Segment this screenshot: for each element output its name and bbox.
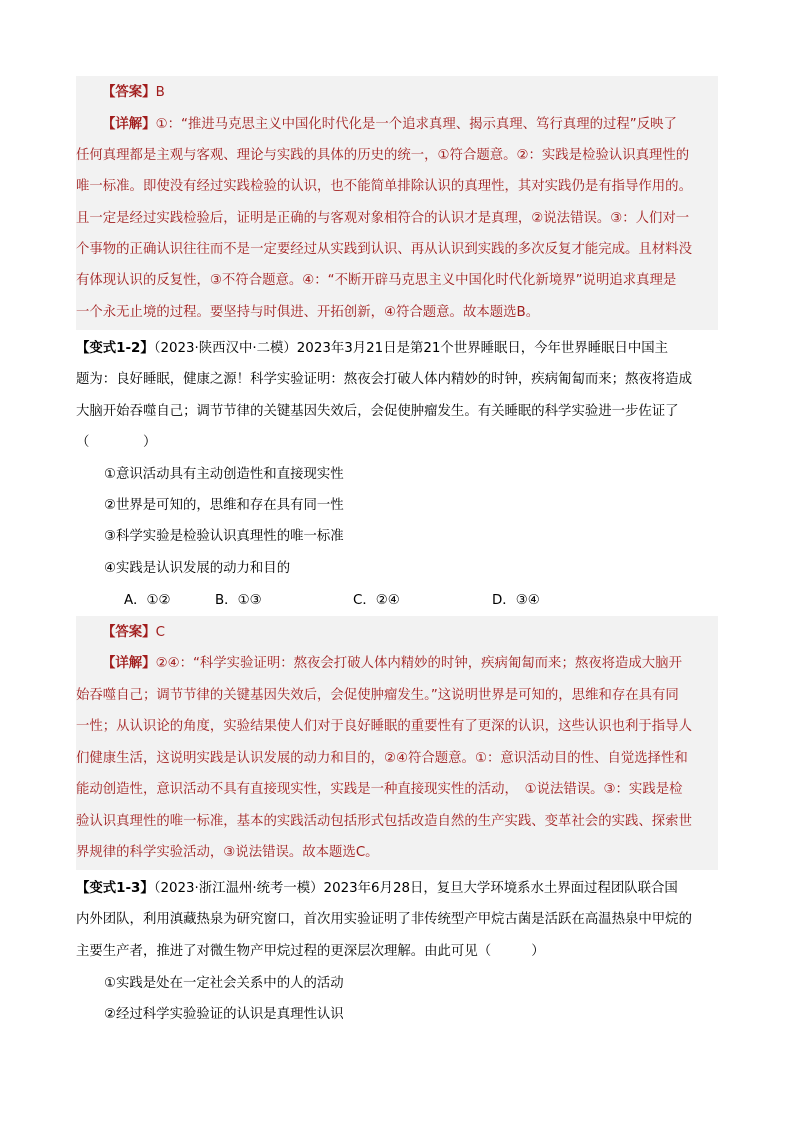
question-1-2-line-0: 【变式1-2】（2023·陕西汉中·二模）2023年3月21日是第21个世界睡眠日，今年世界睡眠日中国主 [76,341,669,356]
question-1-3-item-1: ②经过科学实验验证的认识是真理性认识 [104,1007,344,1022]
option-a: A．①② [124,593,171,608]
detail-line-1-2: 唯一标准。即使没有经过实践检验的认识，也不能简单排除认识的真理性，其对实践仍是有指导作用的。 [76,179,692,194]
detail-line-2-4: 能动创造性，意识活动不具有直接现实性，实践是一种直接现实性的活动， ①说法错误。③：实践是检 [76,782,683,797]
detail-line-1-4: 个事物的正确认识往往而不是一定要经过从实践到认识、再从认识到实践的多次反复才能完成。且材料没 [76,242,692,257]
detail-line-1-0: 【详解】①：“推进马克思主义中国化时代化是一个追求真理、揭示真理、笃行真理的过程”反映了 [102,117,677,132]
detail-line-2-5: 验认识真理性的唯一标准，基本的实践活动包括形式包括改造自然的生产实践、变革社会的实践、探索世 [76,814,692,829]
question-1-2-item-3: ④实践是认识发展的动力和目的 [104,561,291,576]
question-1-3-item-0: ①实践是处在一定社会关系中的人的活动 [104,976,344,991]
question-1-3-line-1: 内外团队，利用滇藏热泉为研究窗口，首次用实验证明了非传统型产甲烷古菌是活跃在高温热泉中甲烷的 [76,912,692,927]
option-c: C．②④ [353,593,400,608]
answer-block-1 [76,76,718,330]
question-1-2-item-1: ②世界是可知的，思维和存在具有同一性 [104,498,344,513]
answer-value: C [155,625,165,640]
question-1-2-line-3: （ ） [76,435,157,450]
detail-line-1-1: 任何真理都是主观与客观、理论与实践的具体的历史的统一，①符合题意。②：实践是检验认识真理性的 [76,148,690,163]
option-d: D．③④ [492,593,540,608]
answer-label: 【答案】 [102,85,156,100]
question-1-3-label: 【变式1-3】 [76,881,154,896]
question-1-3-line-2: 主要生产者，推进了对微生物产甲烷过程的更深层次理解。由此可见（ ） [76,944,545,959]
detail-line-2-3: 们健康生活，这说明实践是认识发展的动力和目的，②④符合题意。①：意识活动目的性、自觉选择性和 [76,751,688,766]
detail-line-2-1: 始吞噬自己；调节节律的关键基因失效后，会促使肿瘤发生。”这说明世界是可知的，思维和存在具有同 [76,688,679,703]
answer-line-1 [102,84,165,102]
detail-line-1-5: 有体现认识的反复性，③不符合题意。④：“不断开辟马克思主义中国化时代化新境界”说明追求真理是 [76,273,677,288]
detail-label: 【详解】 [102,117,156,132]
detail-line-2-6: 界规律的科学实验活动，③说法错误。故本题选C。 [76,845,379,860]
question-1-2-label: 【变式1-2】 [76,341,154,356]
question-1-2-item-2: ③科学实验是检验认识真理性的唯一标准 [104,529,344,544]
detail-line-2-2: 一性；从认识论的角度，实验结果使人们对于良好睡眠的重要性有了更深的认识，这些认识也利于指导人 [76,719,692,734]
detail-line-1-6: 一个永无止境的过程。要坚持与时俱进、开拓创新，④符合题意。故本题选B。 [76,305,540,320]
detail-line-2-0: 【详解】②④：“科学实验证明：熬夜会打破人体内精妙的时钟，疾病匍匐而来；熬夜将造成大脑开 [102,656,682,671]
question-1-3-line-0: 【变式1-3】（2023·浙江温州·统考一模）2023年6月28日，复旦大学环境系水土界面过程团队联合国 [76,881,678,896]
answer-line-2 [102,624,165,642]
detail-label: 【详解】 [102,656,156,671]
question-1-2-line-2: 大脑开始吞噬自己；调节节律的关键基因失效后，会促使肿瘤发生。有关睡眠的科学实验进一步佐证了 [76,404,679,419]
question-1-2-line-1: 题为：良好睡眠，健康之源！科学实验证明：熬夜会打破人体内精妙的时钟，疾病匍匐而来；熬夜将造成 [76,372,692,387]
answer-value: B [155,85,165,100]
answer-label: 【答案】 [102,625,156,640]
detail-line-1-3: 且一定是经过实践检验后，证明是正确的与客观对象相符合的认识才是真理，②说法错误。③：人们对一 [76,211,690,226]
question-1-2-item-0: ①意识活动具有主动创造性和直接现实性 [104,467,344,482]
option-b: B．①③ [215,593,262,608]
